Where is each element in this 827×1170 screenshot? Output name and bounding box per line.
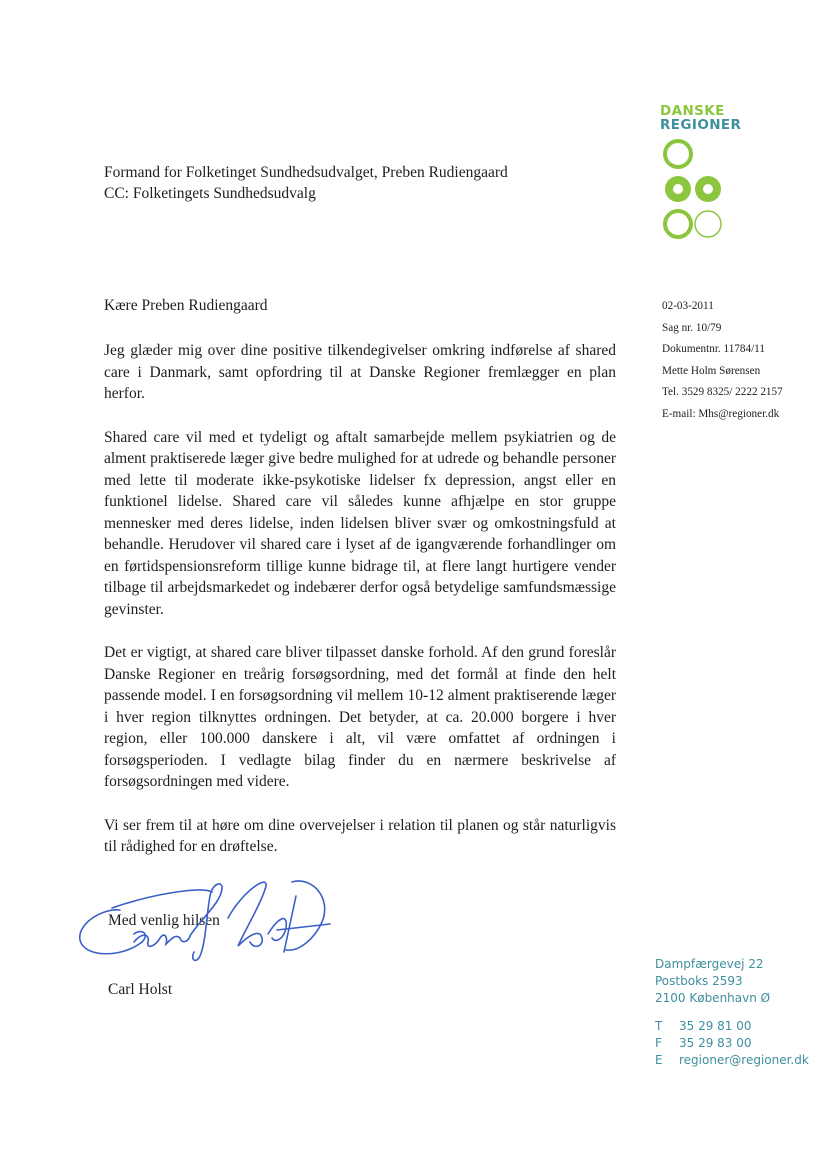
recipient-line: Formand for Folketinget Sundhedsudvalget, Preben Rudiengaard [104, 164, 508, 181]
case-number: Sag nr. 10/79 [662, 321, 722, 334]
contact-label: F [655, 1036, 662, 1050]
logo-circles-icon [660, 138, 744, 246]
contact-phone: Tel. 3529 8325/ 2222 2157 [662, 386, 783, 398]
body-paragraph: Jeg glæder mig over dine positive tilkendegivelser omkring indførelse af shared care i Danmark, samt opfordring til at Danske Regioner fremlægger en plan herfor. [104, 342, 616, 402]
cc-line: CC: Folketingets Sundhedsudvalg [104, 185, 316, 202]
postal-address [655, 956, 770, 1007]
logo-line-2: REGIONER [660, 117, 742, 133]
address-city: 2100 København Ø [655, 991, 771, 1005]
recipient-block [104, 162, 508, 204]
handwritten-signature [72, 872, 342, 972]
closing: Med venlig hilsen [108, 912, 220, 929]
contact-person: Mette Holm Sørensen [662, 364, 761, 377]
contact-row-fax [655, 1035, 809, 1052]
letter-date: 02-03-2011 [662, 300, 714, 312]
logo-line-1: DANSKE [660, 103, 725, 119]
body-paragraph: Det er vigtigt, at shared care bliver tilpasset danske forhold. Af den grund foreslår Danske Regioner en treårig forsøgsordning, med det formål at finde den helt passende model. I en forsøgsordning vil mellem 10-12 alment praktiserende læger i hver region tilknyttes ordningen. Det betyder, at ca. 20.000 borgere i hver region, eller 100.000 danskere i alt, vil være omfattet af ordningen i forsøgsperioden. I vedlagte bilag finder du en nærmere beskrivelse af forsøgsordningen med videre. [104, 644, 616, 790]
address-pobox: Postboks 2593 [655, 974, 743, 988]
salutation: Kære Preben Rudiengaard [104, 297, 268, 314]
document-number: Dokumentnr. 11784/11 [662, 343, 765, 355]
contact-value: 35 29 81 00 [679, 1019, 752, 1033]
contact-row-phone [655, 1018, 809, 1035]
danske-regioner-logo [660, 104, 750, 246]
contact-email: E-mail: Mhs@regioner.dk [662, 407, 780, 420]
contact-row-email [655, 1052, 809, 1069]
signer-name: Carl Holst [108, 981, 173, 998]
contact-label: E [655, 1053, 663, 1067]
address-street: Dampfærgevej 22 [655, 957, 764, 971]
contact-details [655, 1018, 809, 1069]
contact-value[interactable]: regioner@regioner.dk [679, 1053, 809, 1067]
body-paragraph: Shared care vil med et tydeligt og aftalt samarbejde mellem psykiatrien og de alment praktiserede læger give bedre mulighed for at udrede og behandle personer med lette til moderate ikke-psykotiske lidelser fx depression, angst eller en funktionel lidelse. Shared care vil således kunne afhjælpe en stor gruppe mennesker med deres lidelse, inden lidelsen bliver svær og omkostningsfuld at behandle. Herudover vil shared care i lyset af de igangværende forhandlinger om en førtidspensionsreform tillige kunne bidrage til, at flere langt hurtigere vender tilbage til arbejdsmarkedet og indebærer derfor også betydelige samfundsmæssige gevinster. [104, 428, 616, 618]
letter-metadata [662, 296, 783, 425]
letter-body [104, 340, 616, 858]
contact-label: T [655, 1019, 663, 1033]
contact-value: 35 29 83 00 [679, 1036, 752, 1050]
body-paragraph: Vi ser frem til at høre om dine overvejelser i relation til planen og står naturligvis til rådighed for en drøftelse. [104, 816, 616, 855]
